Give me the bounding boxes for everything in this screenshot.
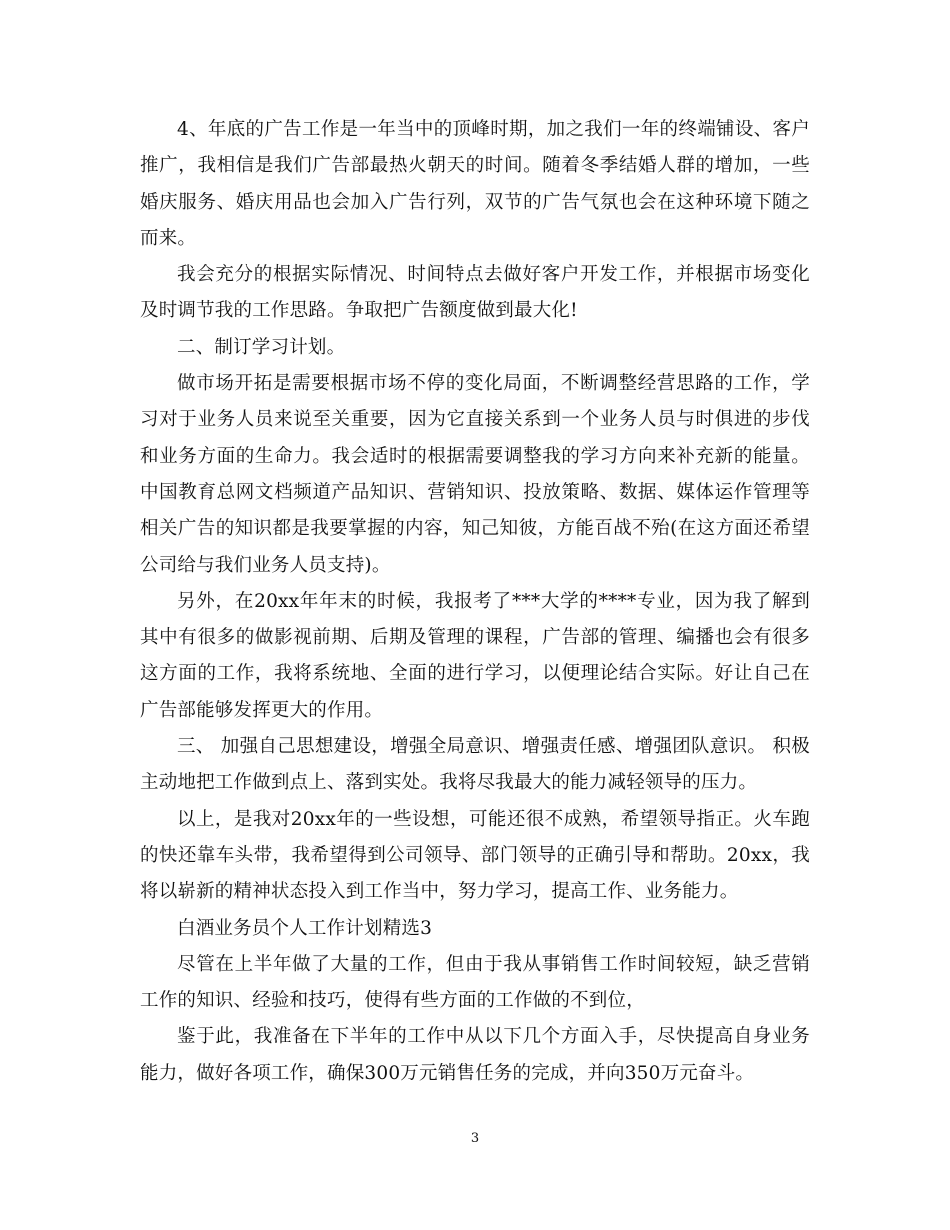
section-title-plan-3: 白酒业务员个人工作计划精选3	[177, 917, 433, 939]
section-heading-study-plan: 二、制订学习计划。	[177, 336, 346, 358]
paragraph-market-learning: 做市场开拓是需要根据市场不停的变化局面，不断调整经营思路的工作，学习对于业务人员来说至关重要，因为它直接关系到一个业务人员与时俱进的步伐和业务方面的生命力。我会适时的根据需要调整我的学习方向来补充新的能量。中国教育总网文档频道产品知识、营销知识、投放策略、数据、媒体运作管理等相关广告的知识都是我要掌握的内容，知己知彼，方能百战不殆(在这方面还希望公司给与我们业务人员支持)。	[140, 373, 810, 576]
paragraph-university-study: 另外，在20xx年年末的时候，我报考了***大学的****专业，因为我了解到其中有很多的做影视前期、后期及管理的课程，广告部的管理、编播也会有很多这方面的工作，我将系统地、全面的进行学习，以便理论结合实际。好让自己在广告部能够发挥更大的作用。	[140, 590, 810, 721]
document-body	[140, 112, 810, 1092]
paragraph-ideology-building: 三、 加强自己思想建设，增强全局意识、增强责任感、增强团队意识。 积极主动地把工作做到点上、落到实处。我将尽我最大的能力减轻领导的压力。	[140, 736, 810, 794]
paragraph-client-development: 我会充分的根据实际情况、时间特点去做好客户开发工作，并根据市场变化及时调节我的工作思路。争取把广告额度做到最大化!	[140, 264, 810, 322]
page-number: 3	[470, 1131, 480, 1146]
paragraph-second-half-goal: 鉴于此，我准备在下半年的工作中从以下几个方面入手，尽快提高自身业务能力，做好各项工作，确保300万元销售任务的完成，并向350万元奋斗。	[140, 1026, 810, 1084]
paragraph-conclusion: 以上，是我对20xx年的一些设想，可能还很不成熟，希望领导指正。火车跑的快还靠车头带，我希望得到公司领导、部门领导的正确引导和帮助。20xx，我将以崭新的精神状态投入到工作当中，努力学习，提高工作、业务能力。	[140, 808, 810, 903]
paragraph-first-half-review: 尽管在上半年做了大量的工作，但由于我从事销售工作时间较短，缺乏营销工作的知识、经验和技巧，使得有些方面的工作做的不到位，	[140, 953, 810, 1012]
paragraph-ad-peak-season: 4、年底的广告工作是一年当中的顶峰时期，加之我们一年的终端铺设、客户推广，我相信是我们广告部最热火朝天的时间。随着冬季结婚人群的增加，一些婚庆服务、婚庆用品也会加入广告行列，双节的广告气氛也会在这种环境下随之而来。	[140, 119, 810, 249]
